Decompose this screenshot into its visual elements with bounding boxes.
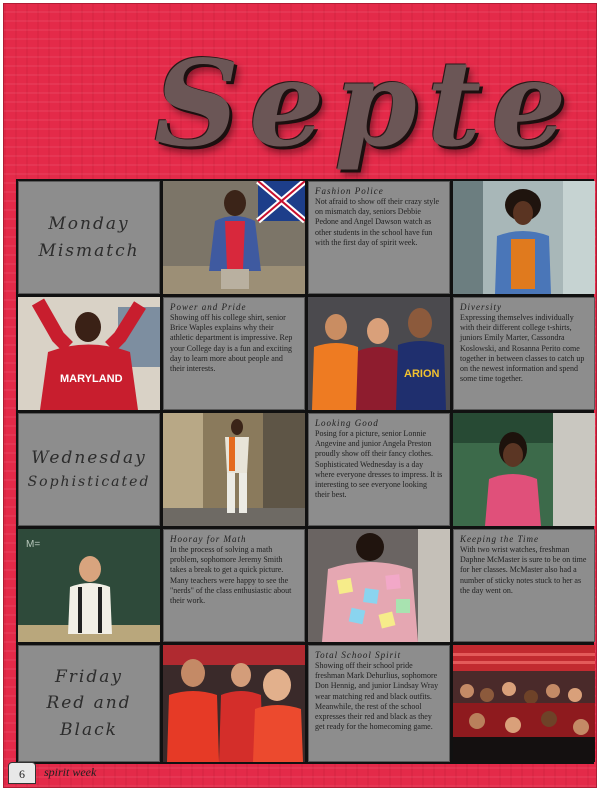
- caption-body: In the process of solving a math problem, sophomore Jeremy Smith takes a break to get a quick picture. Many teachers were happy to see the "nerds" of the class enthusiastic about their work.: [170, 545, 292, 606]
- photo-red-black-1: [163, 645, 305, 762]
- photo-rep-college-2: [308, 297, 450, 410]
- caption-body: With two wrist watches, freshman Daphne McMaster is sure to be on time for her classes. McMaster also had a number of sticky notes stuck to her as the day went on.: [460, 545, 587, 595]
- day-theme-line2: Black: [60, 719, 118, 740]
- page-title: Septe: [154, 34, 577, 173]
- photo-red-black-2: [453, 645, 595, 762]
- caption-body: Not afraid to show off their crazy style on mismatch day, seniors Debbie Pedone and Angel Dawson watch as other students in the school have fun with the first day of spirit week.: [315, 197, 440, 247]
- photo-nerd-1: [18, 529, 160, 642]
- caption-body: Posing for a picture, senior Lonnie Angevine and junior Angela Preston proudly show off their fancy clothes. Sophisticated Wednesday is a day where everyone dresses to impress. It is interesting to see everyone looking their best.: [315, 429, 443, 500]
- caption-hooray-math: [163, 529, 305, 642]
- day-theme-line1: Red and: [46, 693, 132, 714]
- day-name: Monday: [48, 214, 130, 235]
- photo-mismatch-1: [163, 181, 305, 294]
- svg-text:M=: M=: [26, 539, 41, 550]
- day-monday: [18, 181, 160, 294]
- svg-text:MARYLAND: MARYLAND: [60, 373, 123, 385]
- svg-text:ARION: ARION: [404, 368, 440, 380]
- caption-heading: Keeping the Time: [460, 534, 539, 544]
- caption-fashion-police: [308, 181, 450, 294]
- yearbook-page: [3, 3, 597, 788]
- caption-heading: Fashion Police: [315, 186, 384, 196]
- day-friday: [18, 645, 160, 762]
- caption-heading: Looking Good: [315, 418, 379, 428]
- day-theme: Mismatch: [38, 240, 140, 261]
- caption-keeping-time: [453, 529, 595, 642]
- section-label: spirit week: [44, 765, 97, 779]
- photo-nerd-2: [308, 529, 450, 642]
- photo-rep-college-1: [18, 297, 160, 410]
- photo-mismatch-2: [453, 181, 595, 294]
- caption-body: Showing off his college shirt, senior Brice Waples explains why their athletic department is impressive. Rep your College day is a fun and exciting day to learn more about people and their interests.: [170, 313, 293, 374]
- photo-grid: [16, 179, 594, 764]
- caption-body: Showing off their school pride freshman Mark Dehurlius, sophomore Don Hennig, and junior Lindsay Wray wear matching red and black outfits. Meanwhile, the rest of the school expresses their red and black as they get ready for the homecoming game.: [315, 661, 439, 732]
- caption-total-school-spirit: [308, 645, 450, 762]
- day-name: Wednesday: [31, 448, 147, 469]
- caption-heading: Diversity: [460, 302, 502, 312]
- day-name: Friday: [55, 666, 123, 687]
- photo-sophisticated-2: [453, 413, 595, 526]
- caption-heading: Power and Pride: [170, 302, 247, 312]
- caption-diversity: [453, 297, 595, 410]
- day-wednesday: [18, 413, 160, 526]
- page-number: 6: [8, 762, 36, 784]
- caption-power-pride: [163, 297, 305, 410]
- caption-heading: Hooray for Math: [170, 534, 247, 544]
- photo-sophisticated-1: [163, 413, 305, 526]
- day-theme: Sophisticated: [27, 473, 151, 490]
- caption-heading: Total School Spirit: [315, 650, 402, 660]
- caption-looking-good: [308, 413, 450, 526]
- caption-body: Expressing themselves individually with their different college t-shirts, juniors Emily Marter, Cassondra Koslowski, and Rosanna Perito come together in between classes to catch up on the newest information and spend some time together.: [460, 313, 585, 384]
